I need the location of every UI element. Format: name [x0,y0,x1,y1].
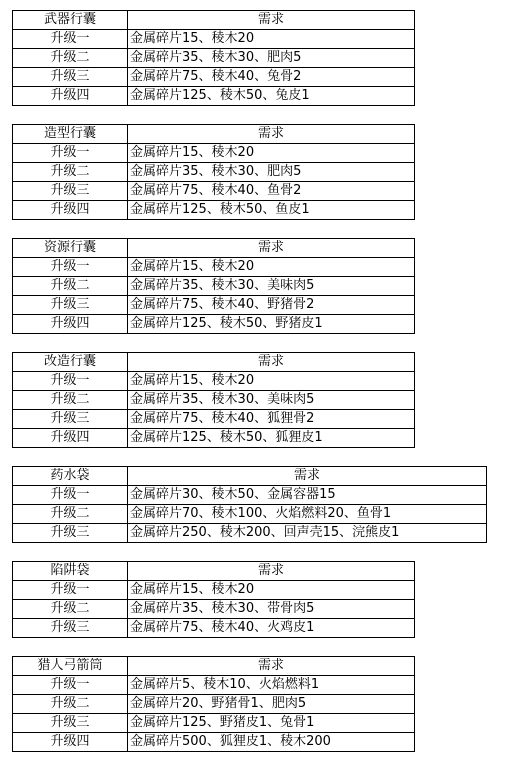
upgrade-table [12,352,415,448]
table-row [13,258,415,277]
upgrade-requirement: 金属碎片75、稜木40、火鸡皮1 [128,619,415,638]
upgrade-level: 升级四 [13,733,128,752]
upgrade-level: 升级二 [13,163,128,182]
upgrade-table [12,124,415,220]
upgrade-level: 升级一 [13,486,128,505]
table-row [13,733,415,752]
upgrade-requirement: 金属碎片500、狐狸皮1、稜木200 [128,733,415,752]
table-row [13,163,415,182]
table-row [13,619,415,638]
upgrade-table [12,10,415,106]
upgrade-requirement: 金属碎片70、稜木100、火焰燃料20、鱼骨1 [128,505,487,524]
upgrade-requirement: 金属碎片20、野猪骨1、肥肉5 [128,695,415,714]
upgrade-level: 升级三 [13,714,128,733]
table-row [13,296,415,315]
table-row [13,486,487,505]
requirement-header: 需求 [128,657,415,676]
table-header-row [13,657,415,676]
upgrade-table [12,238,415,334]
table-row [13,600,415,619]
upgrade-requirement: 金属碎片15、稜木20 [128,581,415,600]
requirement-header: 需求 [128,125,415,144]
upgrade-level: 升级三 [13,68,128,87]
upgrade-requirement: 金属碎片30、稜木50、金属容器15 [128,486,487,505]
upgrade-requirement: 金属碎片75、稜木40、野猪骨2 [128,296,415,315]
table-row [13,714,415,733]
upgrade-requirement: 金属碎片15、稜木20 [128,30,415,49]
upgrade-requirement: 金属碎片35、稜木30、肥肉5 [128,163,415,182]
table-row [13,429,415,448]
table-row [13,144,415,163]
upgrade-table [12,656,415,752]
table-row [13,581,415,600]
table-header-row [13,353,415,372]
upgrade-level: 升级四 [13,201,128,220]
item-name: 造型行囊 [13,125,128,144]
upgrade-requirement: 金属碎片125、稜木50、兔皮1 [128,87,415,106]
upgrade-level: 升级一 [13,30,128,49]
upgrade-level: 升级一 [13,372,128,391]
upgrade-level: 升级二 [13,277,128,296]
table-row [13,315,415,334]
upgrade-requirement: 金属碎片15、稜木20 [128,258,415,277]
table-header-row [13,239,415,258]
requirement-header: 需求 [128,467,487,486]
upgrade-requirement: 金属碎片35、稜木30、带骨肉5 [128,600,415,619]
table-row [13,391,415,410]
upgrade-requirement: 金属碎片125、稜木50、鱼皮1 [128,201,415,220]
item-name: 武器行囊 [13,11,128,30]
upgrade-level: 升级三 [13,182,128,201]
item-name: 陷阱袋 [13,562,128,581]
upgrade-requirement: 金属碎片75、稜木40、狐狸骨2 [128,410,415,429]
upgrade-requirement: 金属碎片125、野猪皮1、兔骨1 [128,714,415,733]
upgrade-level: 升级四 [13,315,128,334]
table-row [13,695,415,714]
item-name: 资源行囊 [13,239,128,258]
table-row [13,410,415,429]
upgrade-level: 升级三 [13,410,128,429]
upgrade-level: 升级一 [13,676,128,695]
table-row [13,182,415,201]
requirement-header: 需求 [128,11,415,30]
upgrade-requirement: 金属碎片15、稜木20 [128,144,415,163]
upgrade-level: 升级二 [13,49,128,68]
table-row [13,277,415,296]
table-row [13,30,415,49]
item-name: 猎人弓箭筒 [13,657,128,676]
upgrade-requirement: 金属碎片35、稜木30、美味肉5 [128,391,415,410]
upgrade-level: 升级一 [13,258,128,277]
upgrade-requirement: 金属碎片35、稜木30、美味肉5 [128,277,415,296]
upgrade-level: 升级一 [13,144,128,163]
upgrade-table [12,561,415,638]
upgrade-requirement: 金属碎片15、稜木20 [128,372,415,391]
table-row [13,87,415,106]
upgrade-level: 升级二 [13,695,128,714]
upgrade-requirement: 金属碎片75、稜木40、鱼骨2 [128,182,415,201]
requirement-header: 需求 [128,239,415,258]
upgrade-level: 升级三 [13,619,128,638]
table-row [13,676,415,695]
table-row [13,505,487,524]
upgrade-requirement: 金属碎片125、稜木50、野猪皮1 [128,315,415,334]
upgrade-level: 升级二 [13,505,128,524]
table-header-row [13,125,415,144]
item-name: 药水袋 [13,467,128,486]
upgrade-level: 升级一 [13,581,128,600]
item-name: 改造行囊 [13,353,128,372]
table-row [13,372,415,391]
upgrade-requirement: 金属碎片35、稜木30、肥肉5 [128,49,415,68]
requirement-header: 需求 [128,353,415,372]
upgrade-level: 升级四 [13,429,128,448]
table-row [13,68,415,87]
upgrade-requirement: 金属碎片250、稜木200、回声壳15、浣熊皮1 [128,524,487,543]
upgrade-table [12,466,487,543]
table-row [13,201,415,220]
upgrade-level: 升级三 [13,524,128,543]
upgrade-level: 升级二 [13,391,128,410]
table-header-row [13,467,487,486]
upgrade-requirement: 金属碎片5、稜木10、火焰燃料1 [128,676,415,695]
upgrade-level: 升级三 [13,296,128,315]
table-header-row [13,11,415,30]
upgrade-requirement: 金属碎片75、稜木40、兔骨2 [128,68,415,87]
upgrade-level: 升级二 [13,600,128,619]
table-row [13,524,487,543]
upgrade-level: 升级四 [13,87,128,106]
table-row [13,49,415,68]
requirement-header: 需求 [128,562,415,581]
upgrade-requirement: 金属碎片125、稜木50、狐狸皮1 [128,429,415,448]
table-header-row [13,562,415,581]
